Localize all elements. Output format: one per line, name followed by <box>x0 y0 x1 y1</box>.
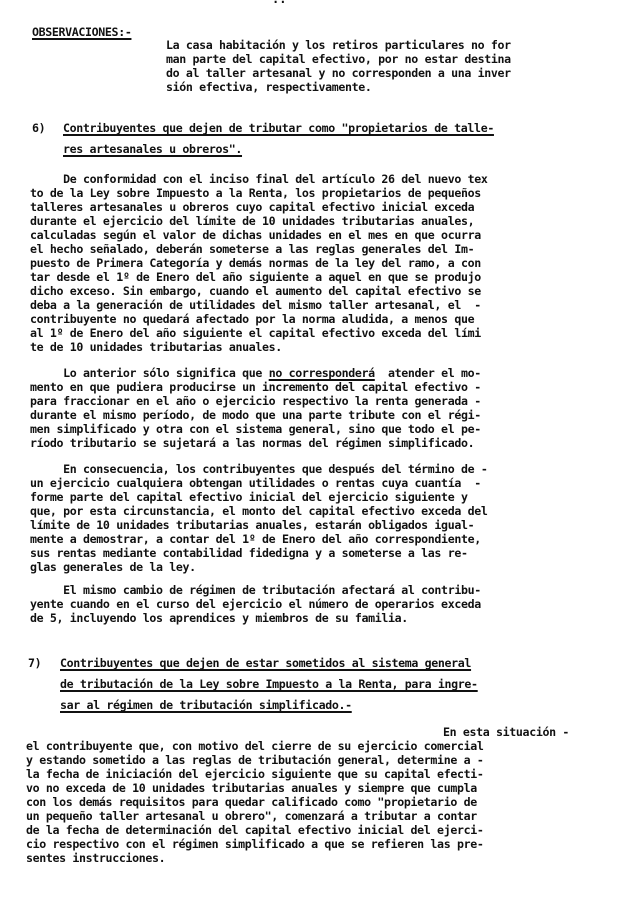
paragraph-line: calculadas según el valor de dichas unidades en el mes en que ocurra <box>30 228 481 242</box>
paragraph-line: En consecuencia, los contribuyentes que después del término de - <box>30 462 488 476</box>
paragraph-line: vo no exceda de 10 unidades tributarias anuales y siempre que cumpla <box>26 781 477 795</box>
paragraph-line: durante el mismo período, de modo que una parte tribute con el régi- <box>30 408 481 422</box>
paragraph-line: forme parte del capital efectivo inicial del ejercicio siguiente y <box>30 490 468 504</box>
emphasis-no-correspondera: no corresponderá <box>268 366 375 380</box>
paragraph-line: glas generales de la ley. <box>30 560 196 574</box>
observaciones-line: sión efectiva, respectivamente. <box>166 80 372 94</box>
paragraph-line: to de la Ley sobre Impuesto a la Renta, los propietarios de pequeños <box>30 186 481 200</box>
paragraph-line: al 1º de Enero del año siguiente el capital efectivo exceda del lími <box>30 326 481 340</box>
paragraph-line: De conformidad con el inciso final del artículo 26 del nuevo tex <box>30 172 488 186</box>
paragraph-line: dicho exceso. Sin embargo, cuando el aumento del capital efectivo se <box>30 284 481 298</box>
paragraph-line: El mismo cambio de régimen de tributación afectará al contribu- <box>30 583 481 597</box>
paragraph-line: de 5, incluyendo los aprendices y miembros de su familia. <box>30 611 408 625</box>
section-6-heading: Contribuyentes que dejen de tributar como "propietarios de talle- <box>63 121 494 135</box>
paragraph-line: talleres artesanales u obreros cuyo capital efectivo inicial exceda <box>30 200 475 214</box>
paragraph-line: deba a la generación de utilidades del mismo taller artesanal, el - <box>30 298 481 312</box>
paragraph-line: te de 10 unidades tributarias anuales. <box>30 340 282 354</box>
section-7-heading: Contribuyentes que dejen de estar sometidos al sistema general <box>60 656 472 670</box>
paragraph-line: sentes instrucciones. <box>26 851 166 865</box>
page-number <box>272 0 286 6</box>
paragraph-line: yente cuando en el curso del ejercicio el número de operarios exceda <box>30 597 481 611</box>
observaciones-label: OBSERVACIONES:- <box>32 25 132 39</box>
paragraph-line: un pequeño taller artesanal u obrero", comenzará a tributar a contar <box>26 809 477 823</box>
paragraph-line: cio respectivo con el régimen simplificado a que se refieren las pre- <box>26 837 484 851</box>
text-run: Lo anterior sólo significa que <box>30 366 269 380</box>
observaciones-line: La casa habitación y los retiros particulares no for <box>166 38 511 52</box>
observaciones-line: man parte del capital efectivo, por no estar destina <box>166 52 511 66</box>
paragraph-line: límite de 10 unidades tributarias anuales, estarán obligados igual- <box>30 518 475 532</box>
paragraph-line: que, por esta circunstancia, el monto del capital efectivo exceda del <box>30 504 488 518</box>
paragraph-line: la fecha de iniciación del ejercicio siguiente que su capital efecti- <box>26 767 484 781</box>
section-6-number: 6) <box>32 121 46 135</box>
paragraph-line: de la fecha de determinación del capital efectivo inicial del ejerci- <box>26 823 484 837</box>
paragraph-line: men simplificado y otra con el sistema general, sino que todo el pe- <box>30 422 481 436</box>
text-run: atender el mo- <box>374 366 481 380</box>
observaciones-line: do al taller artesanal y no corresponden a una inver <box>166 66 511 80</box>
paragraph-line: contribuyente no quedará afectado por la norma aludida, a menos que <box>30 312 475 326</box>
section-6-heading: res artesanales u obreros". <box>63 142 243 156</box>
paragraph-line <box>30 366 481 380</box>
paragraph-line: sus rentas mediante contabilidad fidedigna y a someterse a las re- <box>30 546 468 560</box>
paragraph-line: ríodo tributario se sujetará a las normas del régimen simplificado. <box>30 436 475 450</box>
paragraph-line: un ejercicio cualquiera obtengan utilidades o rentas cuya cuantía - <box>30 476 481 490</box>
paragraph-line: con los demás requisitos para quedar calificado como "propietario de <box>26 795 477 809</box>
paragraph-line: el hecho señalado, deberán someterse a las reglas generales del Im- <box>30 242 475 256</box>
paragraph-line: el contribuyente que, con motivo del cierre de su ejercicio comercial <box>26 739 484 753</box>
section-7-intro: En esta situación - <box>443 725 569 739</box>
paragraph-line: para fraccionar en el año o ejercicio respectivo la renta generada - <box>30 394 481 408</box>
section-7-heading: sar al régimen de tributación simplificado.- <box>60 698 352 712</box>
paragraph-line: mente a demostrar, a contar del 1º de Enero del año correspondiente, <box>30 532 481 546</box>
paragraph-line: y estando sometido a las reglas de tributación general, determine a - <box>26 753 484 767</box>
paragraph-line: tar desde el 1º de Enero del año siguiente a aquel en que se produjo <box>30 270 481 284</box>
paragraph-line: puesto de Primera Categoría y demás normas de la ley del ramo, a con <box>30 256 481 270</box>
paragraph-line: durante el ejercicio del límite de 10 unidades tributarias anuales, <box>30 214 475 228</box>
section-7-number: 7) <box>28 656 42 670</box>
section-7-heading: de tributación de la Ley sobre Impuesto a la Renta, para ingre- <box>60 677 478 691</box>
paragraph-line: mento en que pudiera producirse un incremento del capital efectivo - <box>30 380 481 394</box>
